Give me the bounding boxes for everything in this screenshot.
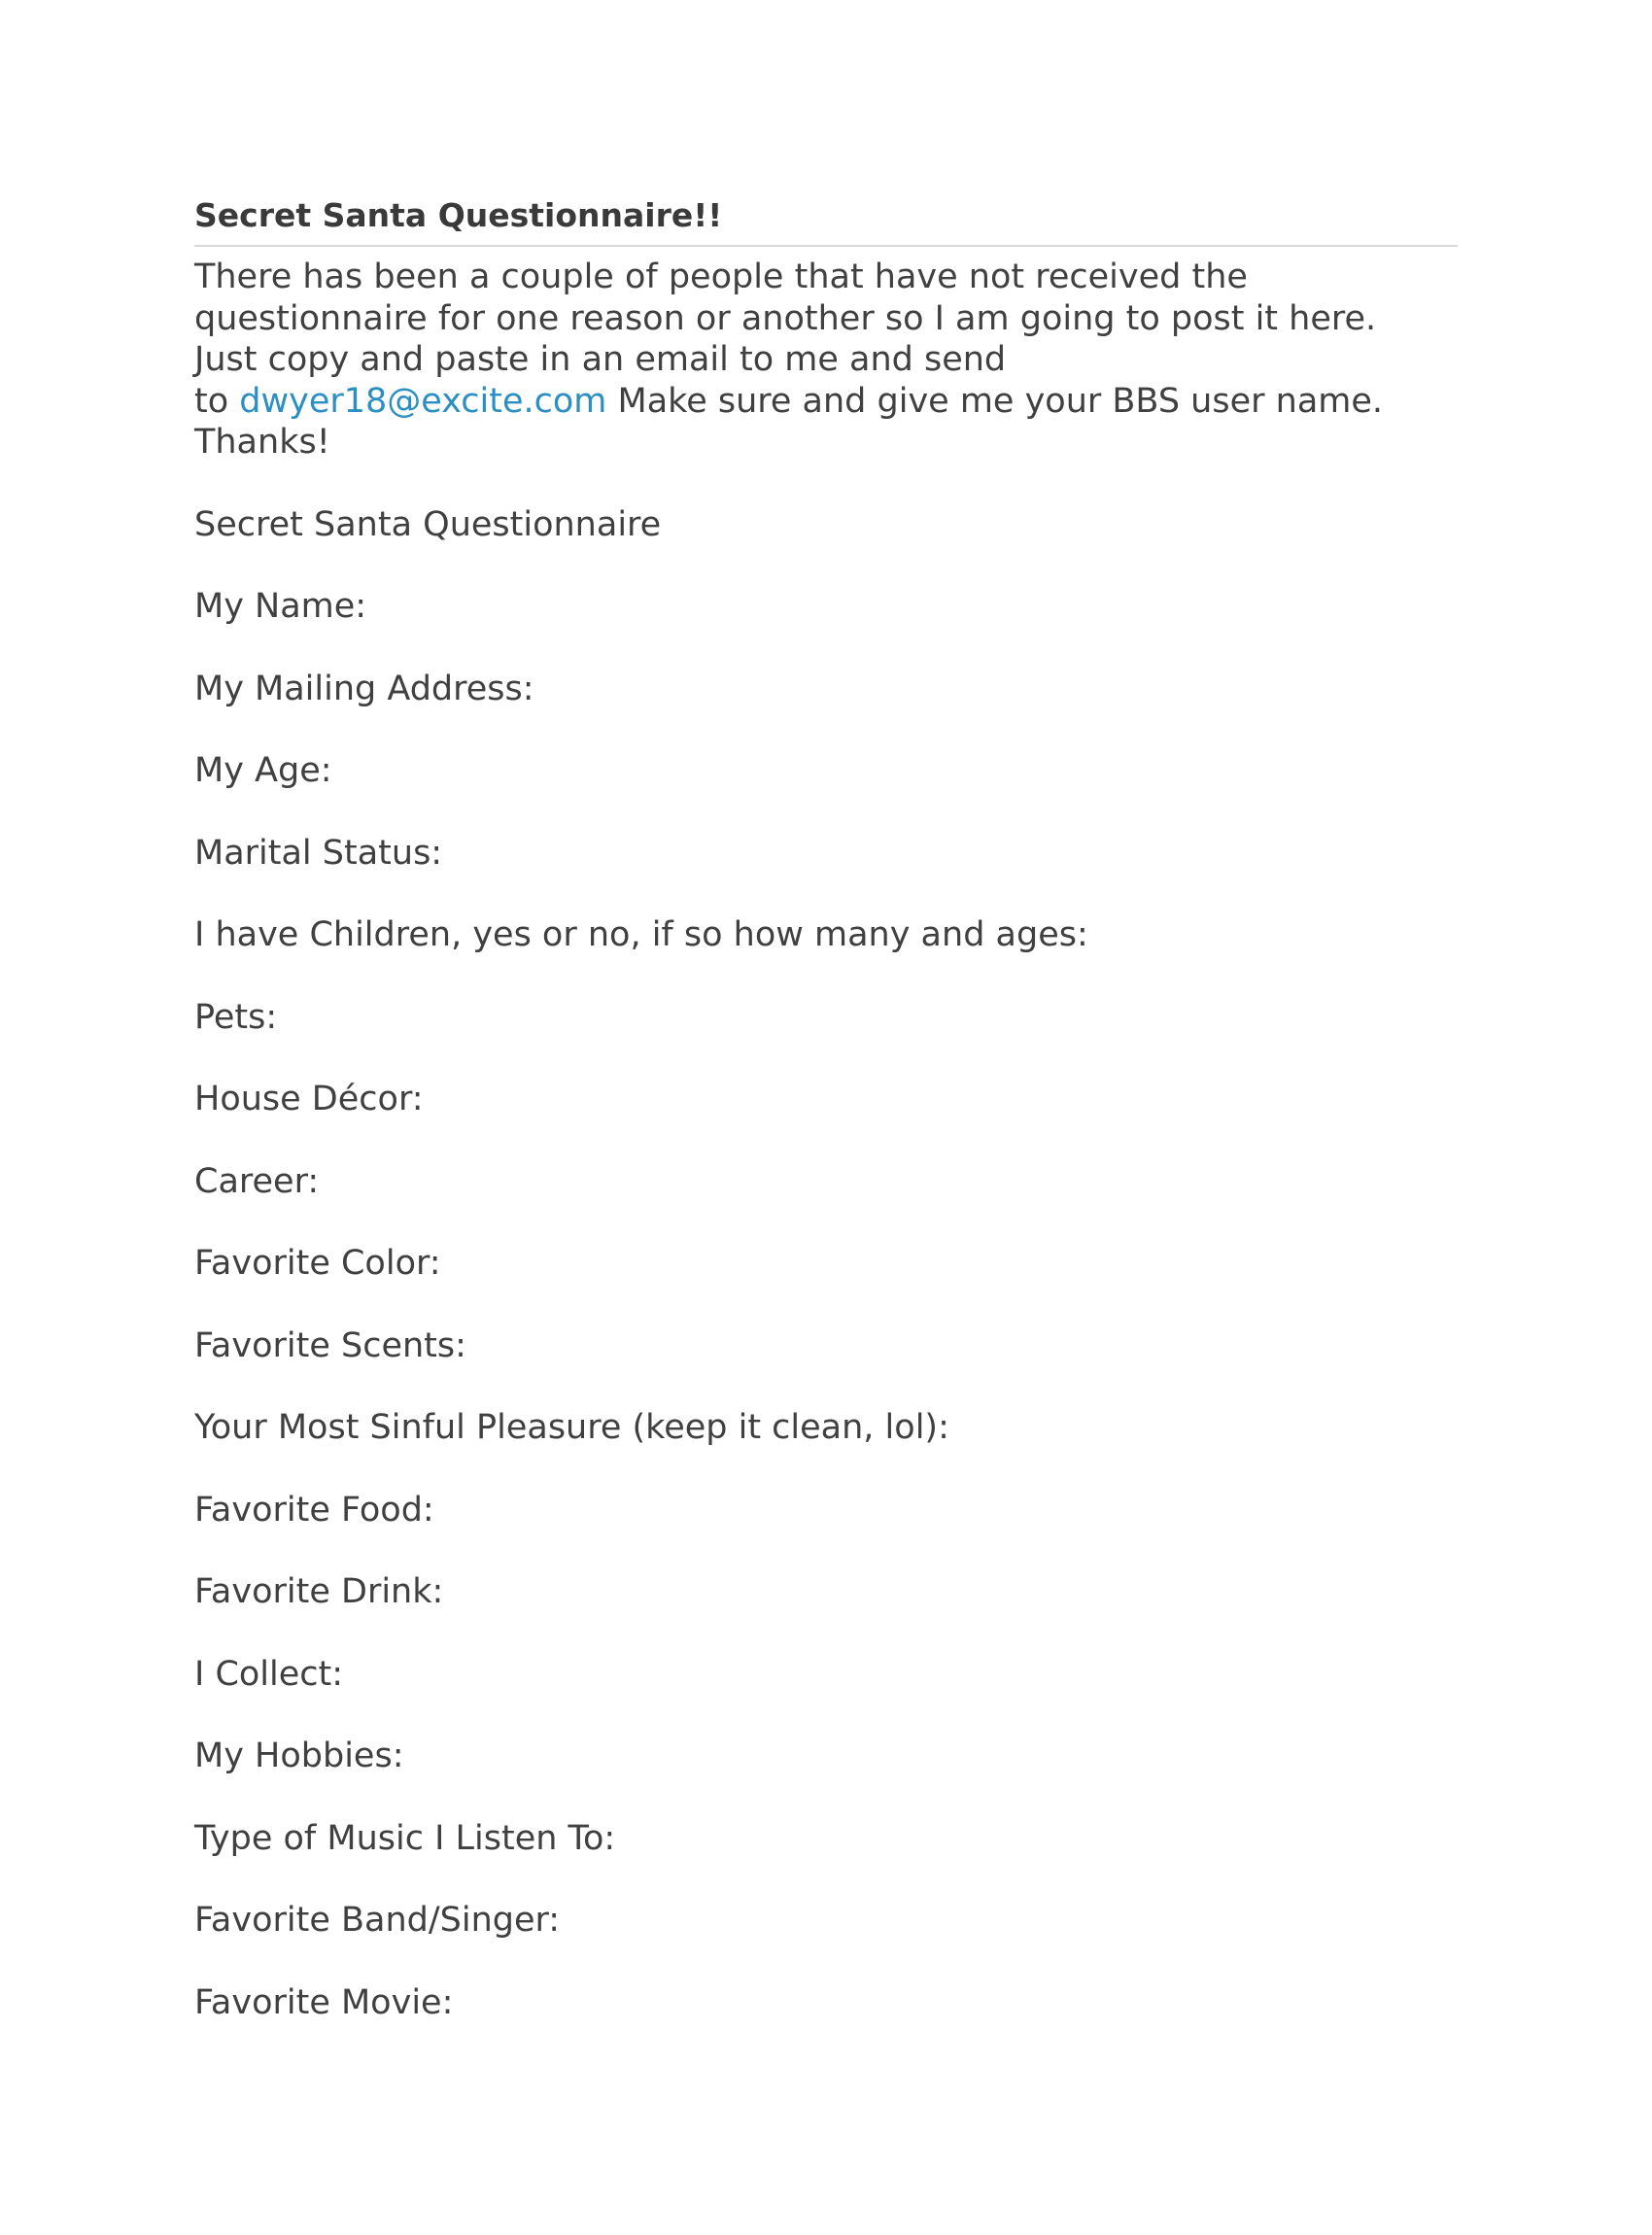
email-link[interactable]: dwyer18@excite.com [239, 381, 607, 421]
post-title: Secret Santa Questionnaire!! [194, 196, 723, 234]
question-item: My Hobbies: [194, 1736, 404, 1775]
question-item: I Collect: [194, 1654, 344, 1694]
question-item: Favorite Scents: [194, 1325, 466, 1365]
question-item: Favorite Color: [194, 1244, 441, 1283]
question-item: House Décor: [194, 1080, 424, 1118]
post-content [194, 192, 1458, 2064]
intro-thanks: Thanks! [194, 423, 330, 462]
questionnaire-heading: Secret Santa Questionnaire [194, 504, 662, 544]
question-item: Favorite Movie: [194, 1982, 454, 2022]
intro-username-text: Make sure and give me your BBS user name. [606, 381, 1384, 421]
intro-to-text: to [194, 381, 240, 421]
intro-paragraph [194, 257, 1458, 464]
question-item: Marital Status: [194, 833, 443, 873]
intro-line-with-email [194, 381, 1458, 423]
intro-line: questionnaire for one reason or another so I am going to post it here. [194, 298, 1377, 338]
title-divider [194, 245, 1458, 247]
question-item: Favorite Band/Singer: [194, 1901, 561, 1940]
intro-line: Just copy and paste in an email to me and send [194, 340, 1007, 379]
intro-line: There has been a couple of people that have not received the [194, 258, 1248, 296]
question-item: My Mailing Address: [194, 669, 534, 708]
question-item: My Name: [194, 587, 367, 626]
question-item: Type of Music I Listen To: [194, 1818, 616, 1858]
question-item: I have Children, yes or no, if so how many and ages: [194, 915, 1088, 954]
question-item: Your Most Sinful Pleasure (keep it clean, lol): [194, 1408, 949, 1447]
question-item: Career: [194, 1161, 320, 1201]
question-item: Favorite Food: [194, 1490, 434, 1530]
question-list [194, 586, 1458, 2023]
question-item: My Age: [194, 751, 332, 790]
question-item: Favorite Drink: [194, 1572, 444, 1611]
question-item: Pets: [194, 997, 278, 1037]
